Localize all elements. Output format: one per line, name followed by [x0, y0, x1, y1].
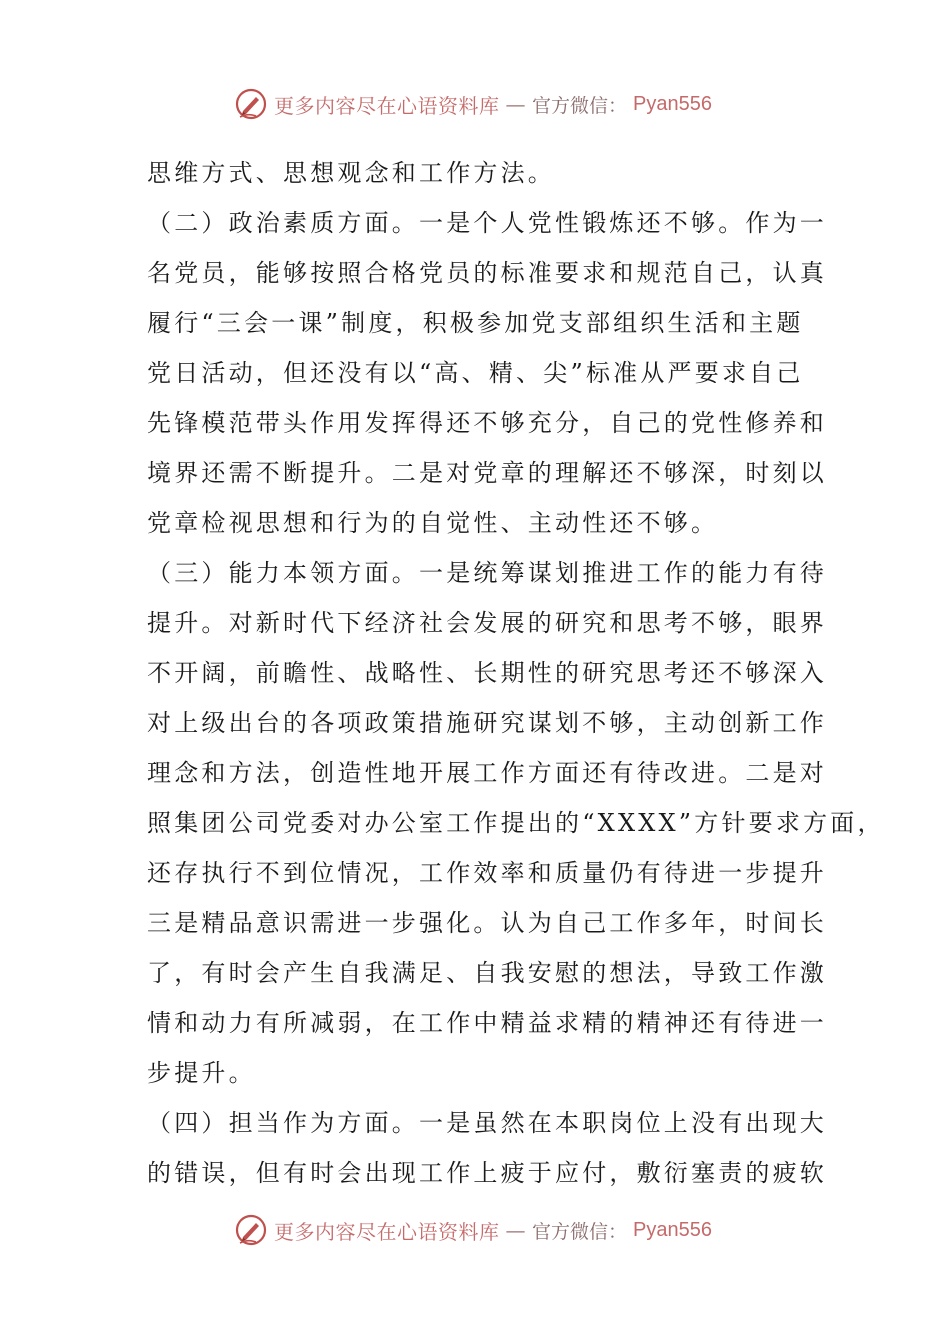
text-line: 党章检视思想和行为的自觉性、主动性还不够。: [147, 509, 719, 537]
pen-logo-icon: [234, 87, 268, 121]
watermark-dash: —: [505, 92, 526, 116]
text-line: 还存执行不到位情况，工作效率和质量仍有待进一步提升: [147, 859, 827, 887]
footer-watermark-inner: [234, 1213, 712, 1247]
text-line: 照集团公司党委对办公室工作提出的“XXXX”方针要求方面，: [147, 809, 885, 837]
watermark-official-label: 官方微信：: [532, 1220, 628, 1243]
watermark-wechat-id: Pyan556: [633, 1218, 712, 1241]
text-line: 先锋模范带头作用发挥得还不够充分，自己的党性修养和: [147, 409, 827, 437]
text-line: 不开阔，前瞻性、战略性、长期性的研究思考还不够深入: [147, 659, 827, 687]
watermark-dash: —: [505, 1218, 526, 1242]
text-line: （二）政治素质方面。一是个人党性锻炼还不够。作为一: [147, 209, 827, 237]
watermark-official-label: 官方微信：: [532, 94, 628, 117]
text-line: （三）能力本领方面。一是统筹谋划推进工作的能力有待: [147, 559, 827, 587]
text-line: 思维方式、思想观念和工作方法。: [147, 159, 555, 187]
watermark-text: 更多内容尽在心语资料库: [274, 1219, 500, 1244]
text-line: 情和动力有所减弱，在工作中精益求精的精神还有待进一: [147, 1009, 827, 1037]
text-line: 党日活动，但还没有以“高、精、尖”标准从严要求自己: [147, 359, 804, 387]
document-body: [147, 148, 885, 1198]
text-line: 履行“三会一课”制度，积极参加党支部组织生活和主题: [147, 309, 804, 337]
text-line: （四）担当作为方面。一是虽然在本职岗位上没有出现大: [147, 1109, 827, 1137]
footer-watermark: [0, 1210, 950, 1250]
watermark-wechat-id: Pyan556: [633, 92, 712, 115]
pen-logo-icon: [234, 1213, 268, 1247]
text-line: 理念和方法，创造性地开展工作方面还有待改进。二是对: [147, 759, 827, 787]
text-line: 提升。对新时代下经济社会发展的研究和思考不够，眼界: [147, 609, 827, 637]
header-watermark: [0, 84, 950, 124]
text-line: 步提升。: [147, 1059, 256, 1087]
text-line: 三是精品意识需进一步强化。认为自己工作多年，时间长: [147, 909, 827, 937]
text-line: 对上级出台的各项政策措施研究谋划不够，主动创新工作: [147, 709, 827, 737]
watermark-text: 更多内容尽在心语资料库: [274, 93, 500, 118]
text-line: 境界还需不断提升。二是对党章的理解还不够深，时刻以: [147, 459, 827, 487]
header-watermark-inner: [234, 87, 712, 121]
text-line: 名党员，能够按照合格党员的标准要求和规范自己，认真: [147, 259, 827, 287]
text-line: 的错误，但有时会出现工作上疲于应付，敷衍塞责的疲软: [147, 1159, 827, 1187]
text-line: 了，有时会产生自我满足、自我安慰的想法，导致工作激: [147, 959, 827, 987]
